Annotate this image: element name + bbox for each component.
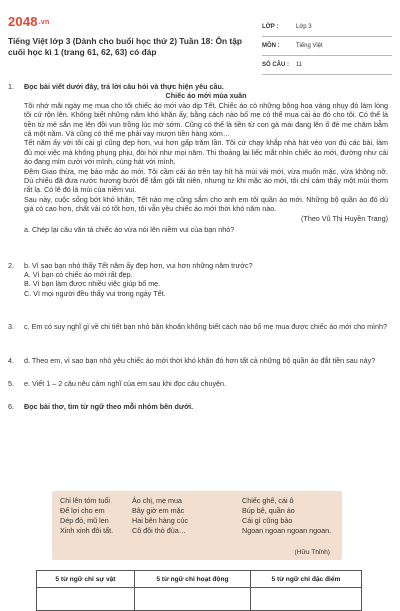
question-text: c. Em có suy nghĩ gì về chi tiết bạn nhỏ băn khoăn không biết cách nào bố mẹ mua được chiếc áo mới cho mình? xyxy=(24,322,388,332)
passage-paragraph: Tôi nhớ mãi ngày mẹ mua cho tôi chiếc áo mới vào dịp Tết. Chiếc áo có những bông hoa vàng nhụy đỏ làm lòng tôi cứ rộn lên. Không biết những năm khó khăn ấy, bằng cách nào bố mẹ có thể mua cái áo đó cho tôi. Có thể là tiền từ mẻ sắn mẹ lên đồi vun trồng lúc mờ sớm. Cũng có thể là tiền từ con gà mái đang lên ổ đẻ mẹ chăm bẵm cả một năm. Và cũng có thể mẹ phải vay mượn tiền hàng xóm… xyxy=(24,100,388,139)
question-instruction: Đọc bài viết dưới đây, trả lời câu hỏi và thực hiện yêu cầu. xyxy=(24,82,224,91)
passage-paragraph: Đêm Giao thừa, mẹ bảo mặc áo mới. Tôi cầm cái áo trên tay hít hà mùi vải mới, vừa muốn mặc, vừa không nỡ. Dù chiếu đã đưa nước hương bưởi để tắm gội tất niên, nhưng tư khi mặc áo mới, tôi chỉ cảm thấy một mùi thơm rất lạ. Có lẽ đó là mùi của niềm vui. xyxy=(24,166,388,195)
question-text: e. Viết 1 – 2 câu nêu cảm nghĩ của em sau khi đọc câu chuyện. xyxy=(24,378,227,388)
question-6 xyxy=(8,402,388,412)
question-4 xyxy=(8,355,388,365)
document-title: Tiếng Việt lớp 3 (Dành cho buổi học thứ 2) Tuần 18: Ôn tập cuối học kì 1 (trang 61, 62, 63) có đáp xyxy=(8,36,242,57)
question-text: b. Vì sao bạn nhỏ thấy Tết năm ấy đẹp hơn, vui hơn những năm trước? xyxy=(24,260,253,270)
answer-cell[interactable] xyxy=(250,588,361,611)
poem-column: Áo chị, mẹ mua Bây giờ em mặc Hai bên hàng cúc Cô đôi thỏ đùa… xyxy=(132,496,188,535)
question-text: d. Theo em, vì sao bạn nhỏ yêu chiếc áo mới thời khó khăn đó hơn tất cả những bộ quần áo đắt tiền sau này? xyxy=(24,355,376,365)
answer-cell[interactable] xyxy=(134,588,250,611)
question-instruction: Đọc bài thơ, tìm từ ngữ theo mỗi nhóm bên dưới. xyxy=(24,402,194,412)
poem-column: Chỉ lên tóm tuổi Để lợi cho em Dép đỏ, mũ len Xinh xinh đôi tất. xyxy=(60,496,114,535)
meta-row-subject: MÔN : Tiếng Việt xyxy=(262,37,392,56)
table-header-cell: 5 từ ngữ chỉ hoạt động xyxy=(134,571,250,588)
question-number: 4. xyxy=(8,355,14,365)
table-header-row xyxy=(37,571,362,588)
passage-title: Chiếc áo mới mùa xuân xyxy=(165,91,247,101)
poem-box xyxy=(52,491,342,560)
answer-option-a[interactable]: A. Vì bạn có chiếc áo mới rất đẹp. xyxy=(24,269,133,279)
question-5 xyxy=(8,378,388,388)
table-header-cell: 5 từ ngữ chỉ sự vật xyxy=(37,571,135,588)
question-number: 6. xyxy=(8,402,14,412)
question-3 xyxy=(8,322,388,332)
poem-column: Chiếc ghế, cái ô Búp bê, quần áo Cái gì cũng bảo Ngoan ngoan ngoan ngoan. xyxy=(242,496,332,535)
question-2 xyxy=(8,260,388,299)
meta-panel xyxy=(262,18,392,75)
question-number: 5. xyxy=(8,378,14,388)
answer-option-b[interactable]: B. Vì bạn làm được nhiều việc giúp bố mẹ. xyxy=(24,279,161,289)
question-list xyxy=(8,82,388,412)
table-row xyxy=(37,588,362,611)
table-header-cell: 5 từ ngữ chỉ đặc điểm xyxy=(250,571,361,588)
passage-source: (Theo Vũ Thị Huyền Trang) xyxy=(301,213,388,223)
question-number: 1. xyxy=(8,82,14,91)
question-number: 2. xyxy=(8,260,14,270)
sub-question-a: a. Chép lại câu văn tả chiếc áo vừa nói lên niềm vui của bạn nhỏ? xyxy=(24,225,235,235)
question-number: 3. xyxy=(8,322,14,332)
answer-table xyxy=(36,570,362,611)
question-1 xyxy=(8,82,388,235)
meta-row-class: LỚP : Lớp 3 xyxy=(262,18,392,37)
site-logo[interactable]: 2048.vn xyxy=(8,14,50,29)
passage-paragraph: Tết năm ấy với tôi cái gì cũng đẹp hơn, vui hơn gấp trăm lần. Tôi cứ chạy khắp nhà hát véo von đủ các bài, làm đủ mọi việc mà không phụng phịu, đòi hỏi như mọi năm. Thi thoảng lại liếc mắt nhìn chiếc áo mới, đường như cái áo đang mỉm cười với mình, cùng hát với mình. xyxy=(24,138,388,167)
answer-option-c[interactable]: C. Vì mọi người đều thấy vui trong ngày Tết. xyxy=(24,288,166,298)
page-header xyxy=(8,8,392,70)
poem-author: (Hữu Thỉnh) xyxy=(294,549,330,556)
answer-cell[interactable] xyxy=(37,588,135,611)
meta-row-count: SỐ CÂU : 11 xyxy=(262,56,392,75)
passage-paragraph: Sau này, cuộc sống bớt khó khăn, Tết nào mẹ cũng sắm cho anh em tôi quần áo mới. Những bộ quần áo đó dù giá có cao hơn, chất vải có tốt hơn, tôi vẫn yêu chiếc áo mới thời khó năm nào. xyxy=(24,194,388,214)
